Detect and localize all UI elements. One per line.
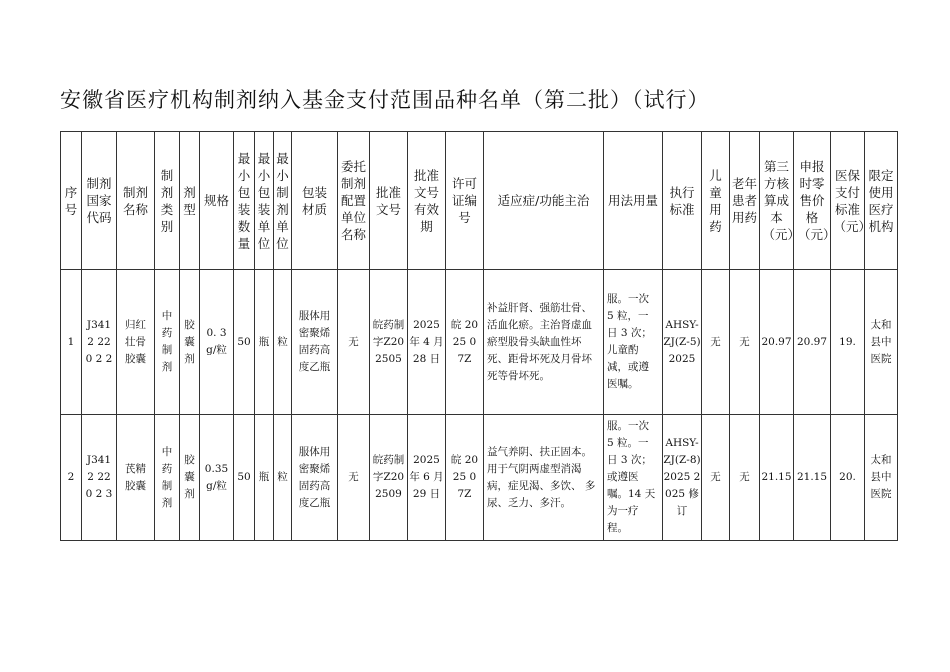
header-approval: 批准文号 xyxy=(370,132,408,270)
cell-elderly: 无 xyxy=(730,270,760,415)
cell-insurance: 19. xyxy=(831,270,865,415)
cell-no: 2 xyxy=(61,415,82,541)
cell-min-pack-unit: 瓶 xyxy=(255,415,274,541)
cell-child: 无 xyxy=(702,270,730,415)
cell-entrust: 无 xyxy=(338,270,370,415)
cell-name: 归红壮骨胶囊 xyxy=(117,270,155,415)
cell-institution: 太和县中医院 xyxy=(865,415,898,541)
header-row xyxy=(61,132,898,270)
cell-license: 皖 2025 07Z xyxy=(446,415,484,541)
table-row xyxy=(61,270,898,415)
header-retail: 申报时零售价格（元） xyxy=(794,132,831,270)
cell-cost: 20.97 xyxy=(760,270,794,415)
cell-child: 无 xyxy=(702,415,730,541)
header-indication: 适应症/功能主治 xyxy=(484,132,604,270)
header-elderly: 老年患者用药 xyxy=(730,132,760,270)
header-validity: 批准文号有效期 xyxy=(408,132,446,270)
cell-usage: 服。一次 5 粒。一日 3 次；或遵医嘱。14 天为一疗 程。 xyxy=(604,415,663,541)
cell-spec: 0. 3g/粒 xyxy=(200,270,234,415)
header-child: 儿童用药 xyxy=(702,132,730,270)
formulary-table xyxy=(60,131,898,541)
cell-category: 中药制剂 xyxy=(155,270,180,415)
header-material: 包装材质 xyxy=(292,132,338,270)
header-name: 制剂名称 xyxy=(117,132,155,270)
header-entrust: 委托制剂配置单位名称 xyxy=(338,132,370,270)
header-institution: 限定使用医疗机构 xyxy=(865,132,898,270)
cell-validity: 2025 年 4 月 28 日 xyxy=(408,270,446,415)
header-category: 制剂类别 xyxy=(155,132,180,270)
cell-min-unit: 粒 xyxy=(274,415,292,541)
cell-code: J3412 220 2 2 xyxy=(82,270,117,415)
table-row xyxy=(61,415,898,541)
cell-form: 胶囊剂 xyxy=(180,415,200,541)
header-min-qty: 最小包装数量 xyxy=(234,132,255,270)
cell-approval: 皖药制字Z202505 xyxy=(370,270,408,415)
header-min-pack-unit: 最小包装单位 xyxy=(255,132,274,270)
cell-min-unit: 粒 xyxy=(274,270,292,415)
header-insurance: 医保支付标准（元） xyxy=(831,132,865,270)
cell-name: 芪精胶囊 xyxy=(117,415,155,541)
cell-standard: AHSY-ZJ(Z-5)2025 xyxy=(663,270,702,415)
cell-min-qty: 50 xyxy=(234,270,255,415)
cell-retail: 21.15 xyxy=(794,415,831,541)
cell-min-pack-unit: 瓶 xyxy=(255,270,274,415)
cell-category: 中药制剂 xyxy=(155,415,180,541)
cell-insurance: 20. xyxy=(831,415,865,541)
cell-indication: 补益肝肾、强筋壮骨、活血化瘀。主治肾虚血瘀型股骨头缺血性坏死、距骨坏死及月骨坏死等骨坏死。 xyxy=(484,270,604,415)
cell-spec: 0.35g/粒 xyxy=(200,415,234,541)
header-standard: 执行标准 xyxy=(663,132,702,270)
cell-material: 服体用密聚烯 固药高度乙瓶 xyxy=(292,270,338,415)
header-spec: 规格 xyxy=(200,132,234,270)
cell-form: 胶囊剂 xyxy=(180,270,200,415)
cell-institution: 太和县中医院 xyxy=(865,270,898,415)
cell-min-qty: 50 xyxy=(234,415,255,541)
header-license: 许可证编号 xyxy=(446,132,484,270)
cell-standard: AHSY-ZJ(Z-8)2025 2025 修订 xyxy=(663,415,702,541)
cell-validity: 2025 年 6 月 29 日 xyxy=(408,415,446,541)
cell-usage: 服。一次 5 粒，一日 3 次；儿童酌减，或遵医嘱。 xyxy=(604,270,663,415)
cell-elderly: 无 xyxy=(730,415,760,541)
cell-indication: 益气养阴、扶正固本。用于气阴两虚型消渴病，症见渴、多饮、 多尿、乏力、多汗。 xyxy=(484,415,604,541)
header-form: 剂型 xyxy=(180,132,200,270)
page-title: 安徽省医疗机构制剂纳入基金支付范围品种名单（第二批）（试行） xyxy=(60,88,710,112)
cell-approval: 皖药制字Z202509 xyxy=(370,415,408,541)
cell-code: J3412 220 2 3 xyxy=(82,415,117,541)
header-usage: 用法用量 xyxy=(604,132,663,270)
cell-retail: 20.97 xyxy=(794,270,831,415)
header-code: 制剂国家代码 xyxy=(82,132,117,270)
cell-license: 皖 2025 07Z xyxy=(446,270,484,415)
header-cost: 第三方核算成本（元） xyxy=(760,132,794,270)
cell-material: 服体用密聚烯 固药高度乙瓶 xyxy=(292,415,338,541)
header-min-unit: 最小制剂单位 xyxy=(274,132,292,270)
cell-no: 1 xyxy=(61,270,82,415)
cell-cost: 21.15 xyxy=(760,415,794,541)
header-no: 序号 xyxy=(61,132,82,270)
cell-entrust: 无 xyxy=(338,415,370,541)
